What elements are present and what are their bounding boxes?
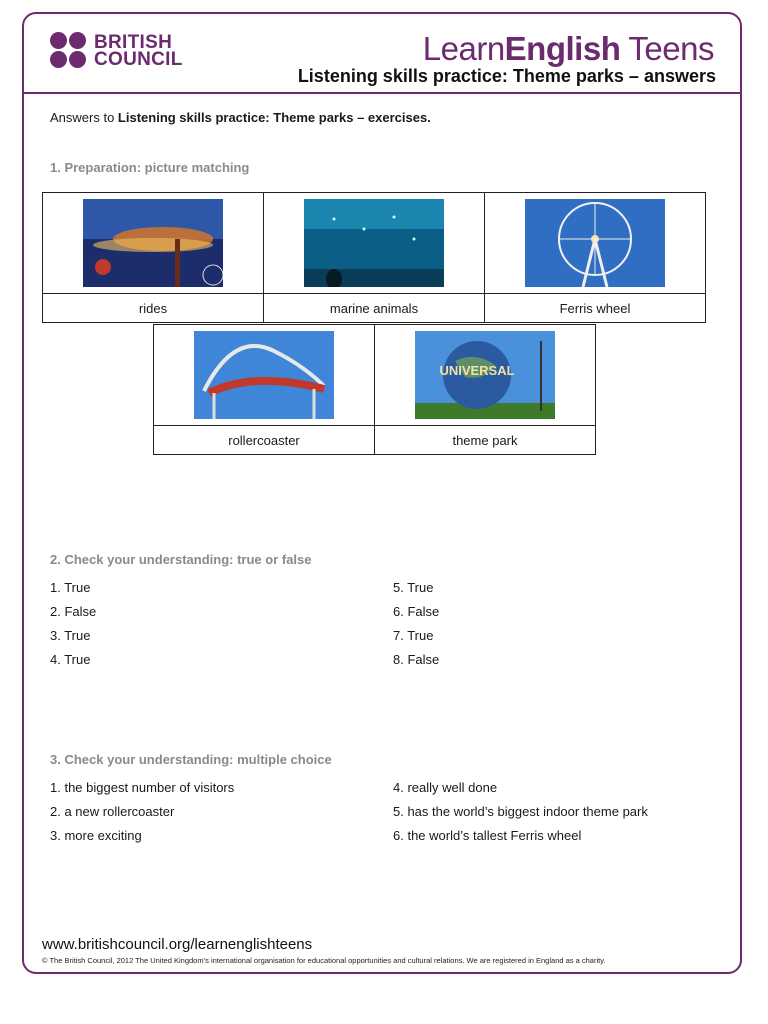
- answer-item: 5. True: [393, 580, 434, 595]
- picture-cell: [154, 325, 375, 426]
- section1-heading: 1. Preparation: picture matching: [50, 160, 250, 175]
- picture-label: rides: [43, 294, 264, 323]
- answer-item: 1. the biggest number of visitors: [50, 780, 235, 795]
- globe-sign-text: UNIVERSAL: [439, 363, 515, 378]
- answer-item: 4. True: [50, 652, 91, 667]
- picture-label: rollercoaster: [154, 426, 375, 455]
- logo-line-1: BRITISH: [94, 32, 173, 53]
- logo-line-2: COUNCIL: [94, 49, 183, 70]
- footer-copyright: © The British Council, 2012 The United Kingdom’s international organisation for educational opportunities and cultural relations. We are registered in England as a charity.: [42, 956, 606, 965]
- picture-cell: [485, 193, 706, 294]
- picture-label: Ferris wheel: [485, 294, 706, 323]
- answer-item: 2. a new rollercoaster: [50, 804, 175, 819]
- answer-item: 2. False: [50, 604, 97, 619]
- true-false-answers-left: [50, 576, 96, 672]
- picture-table-row2: [153, 324, 596, 455]
- picture-label: theme park: [375, 426, 596, 455]
- aquarium-photo-icon: [304, 199, 444, 287]
- picture-label: marine animals: [264, 294, 485, 323]
- page-title: Listening skills practice: Theme parks – answers: [297, 66, 716, 86]
- page-frame: [22, 12, 742, 974]
- answer-item: 6. the world’s tallest Ferris wheel: [393, 828, 582, 843]
- multiple-choice-answers-right: [393, 776, 648, 848]
- multiple-choice-answers-left: [50, 776, 234, 848]
- spinning-ride-photo-icon: [83, 199, 223, 287]
- picture-cell: [264, 193, 485, 294]
- universal-globe-photo-icon: [415, 331, 555, 419]
- picture-cell: [43, 193, 264, 294]
- picture-table-row1: [42, 192, 706, 323]
- section3-heading: 3. Check your understanding: multiple choice: [50, 752, 332, 767]
- learnenglish-teens-logo: LearnEnglish Teens: [422, 30, 714, 67]
- answer-item: 5. has the world’s biggest indoor theme park: [393, 804, 648, 819]
- header: [24, 14, 740, 94]
- british-council-dots-icon: [50, 32, 88, 70]
- rollercoaster-photo-icon: [194, 331, 334, 419]
- answer-item: 7. True: [393, 628, 434, 643]
- section2-heading: 2. Check your understanding: true or false: [50, 552, 312, 567]
- intro-text: Answers to Listening skills practice: Theme parks – exercises.: [50, 110, 431, 125]
- answer-item: 6. False: [393, 604, 440, 619]
- answer-item: 4. really well done: [393, 780, 498, 795]
- answer-item: 3. True: [50, 628, 91, 643]
- british-council-logo: [50, 32, 183, 70]
- footer-url-link[interactable]: www.britishcouncil.org/learnenglishteens: [42, 936, 313, 953]
- answer-item: 8. False: [393, 652, 440, 667]
- picture-cell: [375, 325, 596, 426]
- answer-item: 1. True: [50, 580, 91, 595]
- answer-item: 3. more exciting: [50, 828, 142, 843]
- true-false-answers-right: [393, 576, 439, 672]
- ferris-wheel-photo-icon: [525, 199, 665, 287]
